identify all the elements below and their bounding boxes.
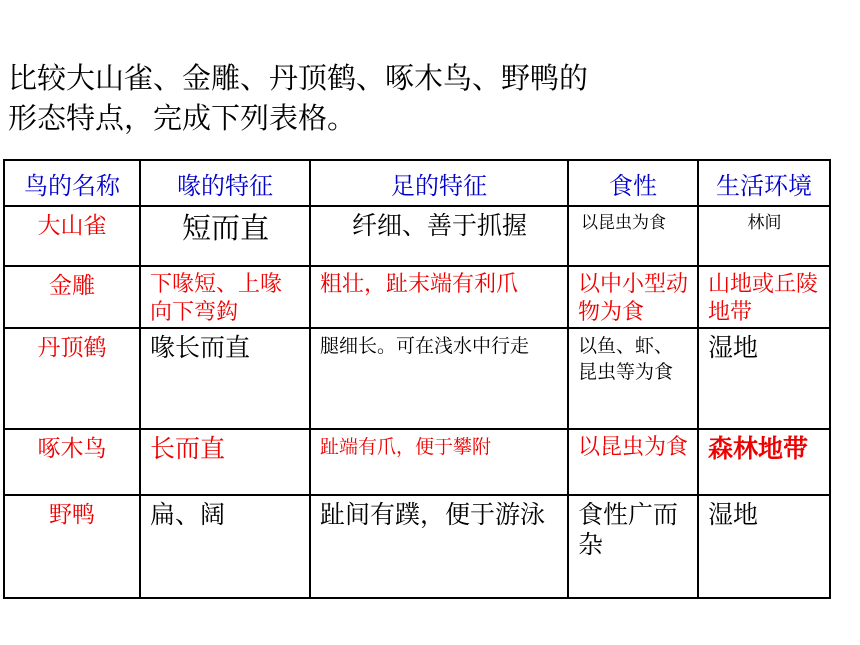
table-row: [4, 266, 830, 328]
bird-name: 丹顶鹤: [4, 328, 140, 429]
habitat-cell: 山地或丘陵地带: [708, 272, 819, 325]
feet-cell: 纤细、善于抓握: [351, 211, 527, 240]
header-habitat: 生活环境: [698, 160, 830, 206]
instructions-line-2: 形态特点，完成下列表格。: [8, 101, 357, 135]
beak-cell: 短而直: [181, 211, 269, 245]
bird-name: 啄木鸟: [4, 429, 140, 495]
header-diet: 食性: [568, 160, 698, 206]
table-row: [4, 429, 830, 495]
table-row: [4, 328, 830, 429]
diet-cell: 以昆虫为食: [578, 435, 689, 460]
habitat-cell: 林间: [747, 213, 782, 233]
beak-cell: 下喙短、上喙向下弯鈎: [150, 272, 283, 325]
beak-cell: 扁、阔: [150, 500, 226, 529]
table-header-row: [4, 160, 830, 206]
feet-cell: 腿细长。可在浅水中行走: [320, 335, 530, 357]
diet-cell: 以昆虫为食: [581, 213, 666, 233]
bird-name: 大山雀: [4, 206, 140, 266]
diet-cell: 食性广而杂: [578, 500, 679, 559]
table-row: [4, 206, 830, 266]
feet-cell: 趾端有爪，便于攀附: [320, 436, 492, 458]
bird-comparison-table: [3, 159, 831, 599]
instructions-line-1: 比较大山雀、金雕、丹顶鹤、啄木鸟、野鸭的: [8, 61, 589, 95]
diet-cell: 以中小型动物为食: [578, 272, 689, 325]
diet-cell: 以鱼、虾、昆虫等为食: [578, 335, 674, 383]
header-bird-name: 鸟的名称: [4, 160, 140, 206]
header-beak: 喙的特征: [140, 160, 310, 206]
beak-cell: 长而直: [150, 434, 226, 463]
instructions: [8, 58, 768, 138]
bird-name: 野鸭: [4, 495, 140, 598]
bird-name: 金雕: [4, 266, 140, 328]
habitat-cell: 湿地: [708, 500, 759, 529]
header-feet: 足的特征: [310, 160, 568, 206]
feet-cell: 趾间有蹼，便于游泳: [320, 500, 546, 529]
table-row: [4, 495, 830, 598]
feet-cell: 粗壮，趾末端有利爪: [320, 272, 519, 297]
habitat-cell: 森林地带: [708, 434, 809, 463]
habitat-cell: 湿地: [708, 333, 759, 362]
beak-cell: 喙长而直: [150, 333, 251, 362]
